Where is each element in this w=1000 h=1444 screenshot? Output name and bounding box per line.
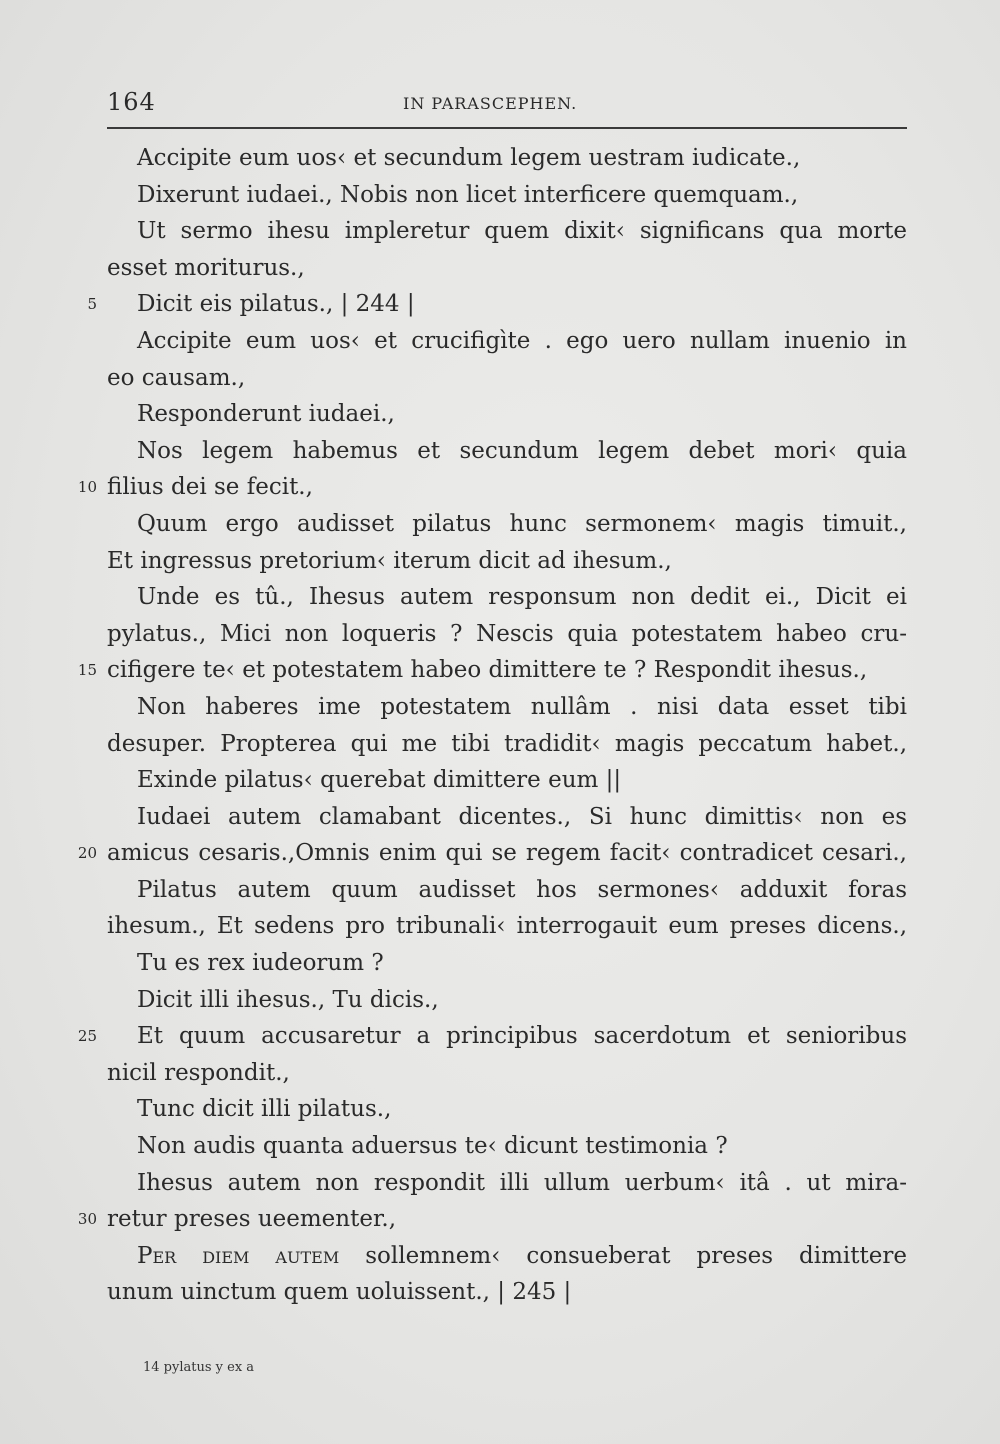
text-line [107, 250, 907, 287]
line-text: Accipite eum uos‹ et crucifigìte . ego uero nullam inuenio in [137, 327, 907, 354]
text-line [107, 1091, 907, 1128]
line-text: Non haberes ime potestatem nullâm . nisi data esset tibi [137, 693, 907, 720]
line-number: 10 [77, 478, 97, 497]
line-text: desuper. Propterea qui me tibi tradidit‹ magis peccatum habet., [107, 730, 907, 757]
line-text: amicus cesaris.,Omnis enim qui se regem facit‹ contradicet cesari., [107, 840, 907, 867]
small-caps-text: Per diem autem [137, 1242, 340, 1269]
text-line [87, 286, 907, 323]
text-line [107, 726, 907, 763]
text-line [107, 1274, 907, 1311]
line-text: filius dei se fecit., [107, 474, 313, 501]
text-line [107, 213, 907, 250]
text-line [107, 360, 907, 397]
line-text: Non audis quanta aduersus te‹ dicunt testimonia ? [137, 1133, 728, 1160]
line-text: Quum ergo audisset pilatus hunc sermonem‹ magis timuit., [137, 510, 907, 537]
text-line [107, 543, 907, 580]
line-text: Accipite eum uos‹ et secundum legem uestram iudicate., [137, 145, 801, 171]
text-line [107, 982, 907, 1019]
header-rule [107, 127, 907, 129]
text-line [77, 469, 907, 506]
line-text-rest: sollemnem‹ consueberat preses dimittere [339, 1242, 907, 1269]
text-line [107, 506, 907, 543]
text-line [107, 396, 907, 433]
page-header [107, 88, 907, 118]
text-line [77, 835, 907, 872]
text-line [107, 799, 907, 836]
line-text: Ut sermo ihesu impleretur quem dixit‹ significans qua morte [137, 218, 907, 245]
page-number: 164 [107, 88, 156, 116]
line-text: ihesum., Et sedens pro tribunali‹ interrogauit eum preses dicens., [107, 913, 907, 940]
line-text: Pilatus autem quum audisset hos sermones‹ adduxit foras [137, 876, 907, 903]
text-line [107, 1128, 907, 1165]
line-text: esset moriturus., [107, 254, 305, 281]
text-line [107, 1055, 907, 1092]
text-line [107, 616, 907, 653]
line-text: eo causam., [107, 364, 246, 391]
line-text: Responderunt iudaei., [137, 401, 395, 428]
text-line [107, 1238, 907, 1275]
text-line [107, 177, 907, 214]
text-line [107, 689, 907, 726]
line-text: Dicit illi ihesus., Tu dicis., [137, 986, 439, 1013]
line-text: cifigere te‹ et potestatem habeo dimittere te ? Respondit ihesus., [107, 657, 868, 684]
text-line [107, 433, 907, 470]
text-line [107, 908, 907, 945]
line-text: Iudaei autem clamabant dicentes., Si hunc dimittis‹ non es [137, 803, 907, 830]
line-text: Et quum accusaretur a principibus sacerdotum et senioribus [137, 1023, 907, 1050]
line-number: 25 [77, 1027, 97, 1046]
line-text: Tunc dicit illi pilatus., [137, 1096, 392, 1123]
text-line [77, 652, 907, 689]
line-number: 30 [77, 1210, 97, 1229]
text-line [107, 323, 907, 360]
text-line [77, 1201, 907, 1238]
text-line [107, 872, 907, 909]
line-text [137, 1238, 907, 1275]
text-line [107, 762, 907, 799]
line-text: nicil respondit., [107, 1059, 290, 1086]
line-text: pylatus., Mici non loqueris ? Nescis quia potestatem habeo cru- [107, 620, 907, 647]
line-text: Et ingressus pretorium‹ iterum dicit ad ihesum., [107, 547, 672, 574]
text-line [107, 945, 907, 982]
footnote: 14 pylatus y ex a [143, 1360, 255, 1375]
line-text: Exinde pilatus‹ querebat dimittere eum || [137, 767, 622, 794]
line-text: Ihesus autem non respondit illi ullum uerbum‹ itâ . ut mira- [137, 1169, 907, 1196]
text-line [107, 579, 907, 616]
text-line [77, 1018, 907, 1055]
text-line [107, 1165, 907, 1202]
text-line [107, 140, 907, 177]
line-text: retur preses ueementer., [107, 1206, 397, 1233]
line-text: unum uinctum quem uoluissent., | 245 | [107, 1279, 572, 1306]
line-number: 20 [77, 844, 97, 863]
line-text: Dixerunt iudaei., Nobis non licet interficere quemquam., [137, 181, 799, 208]
line-number: 5 [87, 295, 97, 314]
line-text: Dicit eis pilatus., | 244 | [137, 291, 415, 318]
line-number: 15 [77, 661, 97, 680]
body-text [77, 140, 907, 1311]
line-text: Tu es rex iudeorum ? [137, 950, 384, 977]
line-text: Unde es tû., Ihesus autem responsum non dedit ei., Dicit ei [137, 584, 907, 611]
line-text: Nos legem habemus et secundum legem debet mori‹ quia [137, 437, 907, 464]
running-head: IN PARASCEPHEN. [403, 94, 578, 113]
